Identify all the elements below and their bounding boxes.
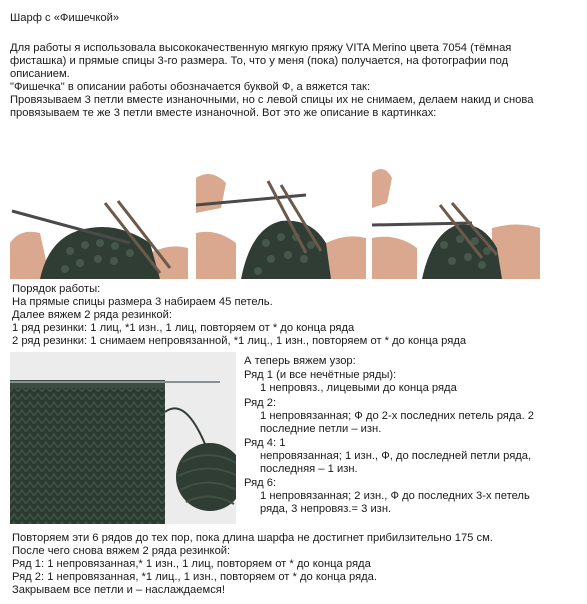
page-title: Шарф с «Фишечкой» — [10, 12, 120, 24]
pattern-line: Ряд 1 (и все нечётные ряды): — [244, 369, 397, 381]
step-photo-3 — [372, 133, 540, 279]
procedure-line: 2 ряд резинки: 1 снимаем непровязанной, *1 лиц., 1 изн., повторяем от * до конца ряда — [12, 335, 467, 347]
pattern-line: 1 непровязанная; Ф до 2-х последних петель ряда. 2 — [260, 410, 535, 422]
procedure-line: Далее вяжем 2 ряда резинкой: — [12, 309, 172, 321]
pattern-line: А теперь вяжем узор: — [244, 355, 356, 367]
pattern-line: ряда, 3 непровяз.= 3 изн. — [260, 503, 392, 515]
intro-line: провязываем те же 3 петли вместе изнаночной. Вот это же описание в картинках: — [10, 107, 437, 119]
pattern-line: последние петли – изн. — [260, 423, 382, 435]
pattern-line: 1 непровяз., лицевыми до конца ряда — [260, 382, 457, 394]
intro-line: Провязываем 3 петли вместе изнаночными, но с левой спицы их не снимаем, делаем накид и снова — [10, 94, 534, 106]
pattern-line: непровязанная; 1 изн., Ф, до последней петли ряда, — [260, 450, 532, 462]
closing-line: Закрываем все петли и – наслаждаемся! — [12, 584, 225, 596]
intro-line: Для работы я использовала высококачественную мягкую пряжу VITA Merino цвета 7054 (тёмная — [10, 42, 512, 54]
pattern-line: 1 непровязанная; 2 изн., Ф до последних 3-х петель — [260, 490, 530, 502]
step-photo-2 — [196, 133, 366, 279]
intro-line: описанием. — [10, 68, 70, 80]
closing-line: Ряд 1: 1 непровязанная,* 1 изн., 1 лиц, повторяем от * до конца ряда — [12, 558, 371, 570]
procedure-line: 1 ряд резинки: 1 лиц, *1 изн., 1 лиц, повторяем от * до конца ряда — [12, 322, 355, 334]
pattern-line: последняя – 1 изн. — [260, 463, 358, 475]
scarf-photo — [10, 352, 236, 524]
closing-line: Повторяем эти 6 рядов до тех пор, пока длина шарфа не достигнет прибилзительно 175 см. — [12, 532, 493, 544]
pattern-line: Ряд 4: 1 — [244, 437, 286, 449]
procedure-line: Порядок работы: — [12, 283, 101, 295]
step-photo-1 — [10, 133, 188, 279]
intro-line: фисташка) и прямые спицы 3-го размера. То, что у меня (пока) получается, на фотографии под — [10, 55, 509, 67]
pattern-line: Ряд 6: — [244, 477, 277, 489]
intro-line: "Фишечка" в описании работы обозначается буквой Ф, а вяжется так: — [10, 81, 371, 93]
pattern-line: Ряд 2: — [244, 397, 277, 409]
procedure-line: На прямые спицы размера 3 набираем 45 петель. — [12, 296, 273, 308]
closing-line: После чего снова вяжем 2 ряда резинкой: — [12, 545, 231, 557]
closing-line: Ряд 2: 1 непровязанная, *1 лиц., 1 изн., повторяем от * до конца ряда. — [12, 571, 378, 583]
